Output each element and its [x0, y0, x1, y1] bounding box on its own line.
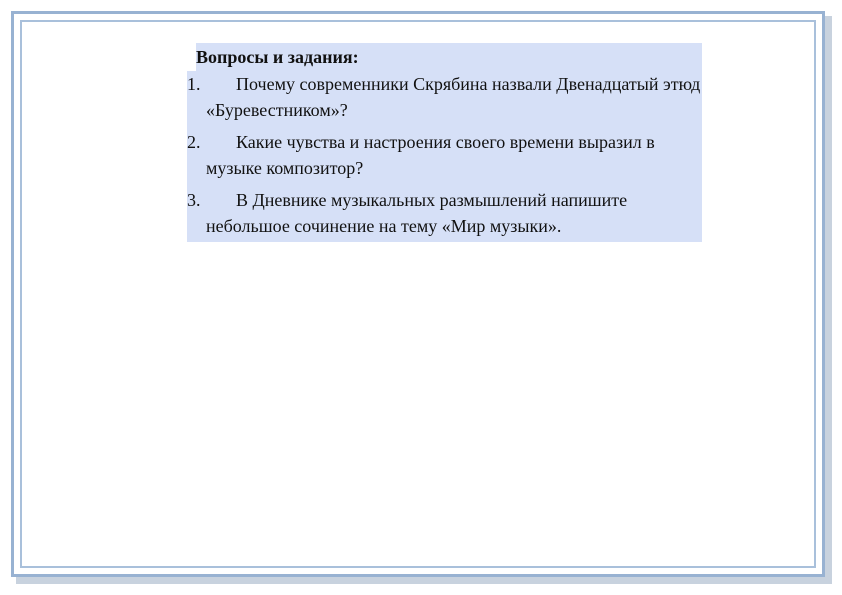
- item-number: 3.: [187, 190, 201, 210]
- item-number: 1.: [187, 74, 201, 94]
- item-number: 2.: [187, 132, 201, 152]
- questions-textbox: [187, 43, 702, 242]
- item-text: Почему современники Скрябина назвали Двенадцатый этюд «Буревестником»?: [206, 74, 701, 120]
- questions-list: [187, 71, 702, 242]
- list-item: [187, 129, 702, 181]
- item-text: В Дневнике музыкальных размышлений напишите небольшое сочинение на тему «Мир музыки».: [206, 190, 628, 236]
- list-item: [187, 187, 702, 239]
- questions-heading: Вопросы и задания:: [196, 43, 702, 71]
- item-text: Какие чувства и настроения своего времени выразил в музыке композитор?: [206, 132, 655, 178]
- list-item: [187, 71, 702, 123]
